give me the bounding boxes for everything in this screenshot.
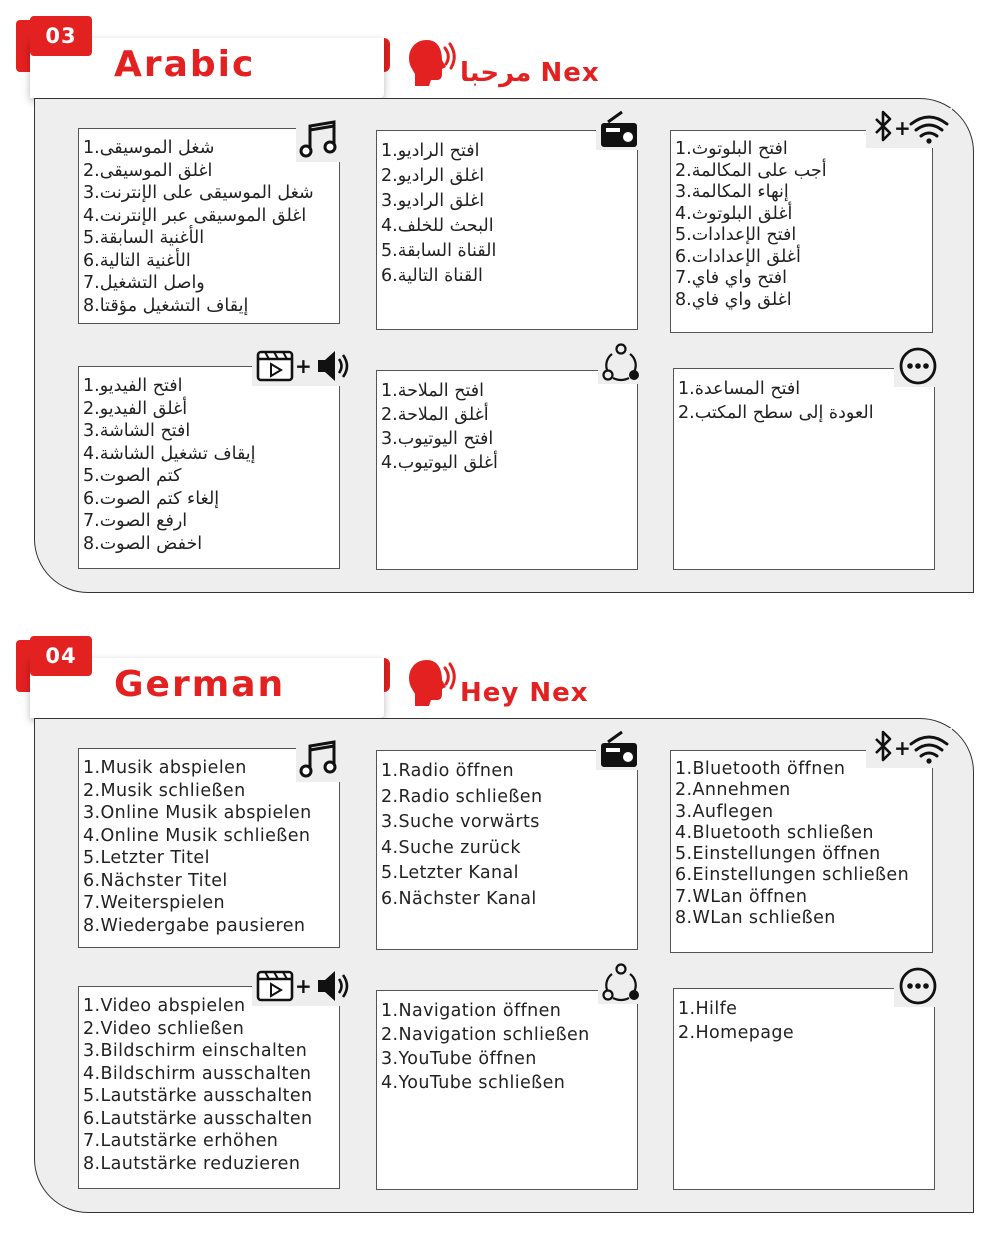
- command-item: 8.Lautstärke reduzieren: [83, 1153, 301, 1174]
- command-item: 3.Online Musik abspielen: [83, 803, 312, 823]
- radio-commands-box: [376, 750, 638, 950]
- command-item: 2.العودة إلى سطح المكتب: [678, 403, 874, 423]
- command-item: 5.الأغنية السابقة: [83, 228, 205, 248]
- command-item: 7.Weiterspielen: [83, 893, 226, 913]
- command-item: 6.القناة التالية: [381, 266, 483, 286]
- video-volume-commands-box: [78, 366, 340, 569]
- command-item: 4.YouTube schließen: [381, 1073, 566, 1093]
- other-commands-box: [673, 988, 935, 1190]
- command-item: 2.أغلق الفيديو: [83, 398, 188, 419]
- command-item: 6.الأغنية التالية: [83, 250, 191, 271]
- command-item: 7.WLan öffnen: [675, 886, 808, 907]
- command-item: 1.افتح البلوتوث: [675, 139, 788, 159]
- command-item: 1.Bluetooth öffnen: [675, 759, 846, 779]
- command-item: 7.افتح واي فاي: [675, 268, 788, 288]
- command-item: 2.Video schließen: [83, 1018, 245, 1039]
- command-item: 6.Lautstärke ausschalten: [83, 1108, 313, 1129]
- command-item: 5.افتح الإعدادات: [675, 225, 797, 245]
- command-item: 5.Lautstärke ausschalten: [83, 1086, 313, 1106]
- other-commands-box: [673, 368, 935, 570]
- wake-word: Hey Nex: [460, 678, 589, 708]
- video-volume-icon: [252, 346, 354, 386]
- command-item: 5.Letzter Kanal: [381, 863, 519, 883]
- command-item: 7.ارفع الصوت: [83, 511, 188, 531]
- wake-word: مرحبا Nex: [460, 58, 600, 88]
- music-icon: [296, 738, 342, 782]
- command-item: 1.افتح المساعدة: [678, 379, 801, 399]
- navigation-commands-box: [376, 370, 638, 570]
- command-item: 4.أغلق اليوتيوب: [381, 453, 498, 473]
- command-item: 6.Nächster Titel: [83, 870, 228, 891]
- command-item: 8.WLan schließen: [675, 908, 836, 929]
- command-item: 4.Suche zurück: [381, 837, 521, 858]
- command-item: 2.Navigation schließen: [381, 1025, 590, 1045]
- navigation-commands-box: [376, 990, 638, 1190]
- command-item: 1.شغل الموسيقى: [83, 138, 215, 158]
- command-item: 8.اخفض الصوت: [83, 533, 203, 554]
- radio-commands-box: [376, 130, 638, 330]
- bluetooth-wifi-icon: [866, 108, 952, 148]
- svg-text:+: +: [894, 116, 911, 140]
- command-item: 3.Auflegen: [675, 801, 774, 822]
- command-item: 2.أغلق الملاحة: [381, 405, 489, 425]
- command-item: 8.Wiedergabe pausieren: [83, 915, 306, 936]
- command-item: 3.اغلق الراديو: [381, 191, 485, 211]
- command-item: 2.اغلق الراديو: [381, 166, 485, 186]
- section-number-badge: 03: [30, 16, 92, 56]
- command-item: 1.Navigation öffnen: [381, 1001, 562, 1021]
- command-item: 2.Radio schließen: [381, 786, 543, 807]
- command-item: 6.إلغاء كتم الصوت: [83, 488, 220, 509]
- command-item: 5.Einstellungen öffnen: [675, 844, 881, 865]
- command-item: 3.إنهاء المكالمة: [675, 182, 789, 202]
- command-item: 8.اغلق واي فاي: [675, 289, 792, 310]
- command-item: 1.Hilfe: [678, 999, 738, 1019]
- command-item: 7.واصل التشغيل: [83, 273, 205, 293]
- command-item: 3.افتح اليوتيوب: [381, 429, 494, 449]
- command-item: 3.افتح الشاشة: [83, 421, 191, 441]
- command-item: 2.أجب على المكالمة: [675, 160, 827, 181]
- command-item: 4.Bluetooth schließen: [675, 822, 874, 843]
- video-volume-icon: [252, 966, 354, 1006]
- language-title: Arabic: [114, 44, 256, 85]
- svg-text:+: +: [295, 354, 312, 378]
- command-item: 3.YouTube öffnen: [381, 1049, 537, 1069]
- command-item: 6.Nächster Kanal: [381, 888, 537, 909]
- speaking-head-icon: [405, 656, 457, 716]
- command-item: 1.Musik abspielen: [83, 758, 247, 778]
- svg-text:+: +: [295, 974, 312, 998]
- video-volume-commands-box: [78, 986, 340, 1189]
- music-icon: [296, 118, 342, 162]
- command-item: 4.Online Musik schließen: [83, 825, 311, 846]
- speaking-head-icon: [405, 36, 457, 96]
- more-icon: [894, 345, 942, 387]
- command-item: 2.Homepage: [678, 1023, 795, 1043]
- command-item: 1.افتح الملاحة: [381, 381, 485, 401]
- command-item: 7.Lautstärke erhöhen: [83, 1131, 279, 1151]
- bluetooth-wifi-icon: [866, 728, 952, 768]
- command-item: 8.إيقاف التشغيل مؤقتا: [83, 295, 249, 316]
- command-item: 3.شغل الموسيقى على الإنترنت: [83, 183, 314, 203]
- section-arabic: [0, 0, 1000, 600]
- command-item: 5.القناة السابقة: [381, 241, 497, 261]
- command-item: 4.البحث للخلف: [381, 216, 494, 236]
- more-icon: [894, 965, 942, 1007]
- command-item: 5.Letzter Titel: [83, 848, 210, 868]
- command-item: 2.Annehmen: [675, 780, 791, 801]
- language-title: German: [114, 664, 286, 705]
- bluetooth-wifi-commands-box: [670, 130, 933, 333]
- command-item: 6.أغلق الإعدادات: [675, 246, 801, 267]
- command-item: 4.اغلق الموسيقى عبر الإنترنت: [83, 205, 307, 226]
- command-item: 5.كتم الصوت: [83, 466, 182, 486]
- svg-text:+: +: [894, 736, 911, 760]
- command-item: 1.Radio öffnen: [381, 761, 515, 781]
- section-german: [0, 620, 1000, 1220]
- command-item: 4.Bildschirm ausschalten: [83, 1063, 312, 1084]
- bluetooth-wifi-commands-box: [670, 750, 933, 953]
- section-number-badge: 04: [30, 636, 92, 676]
- radio-icon: [596, 730, 642, 770]
- command-item: 2.Musik schließen: [83, 780, 246, 801]
- command-item: 3.Suche vorwärts: [381, 812, 540, 832]
- command-item: 1.افتح الراديو: [381, 141, 480, 161]
- navigation-icon: [598, 342, 644, 384]
- command-item: 3.Bildschirm einschalten: [83, 1041, 308, 1061]
- navigation-icon: [598, 962, 644, 1004]
- command-item: 4.أغلق البلوتوث: [675, 203, 793, 224]
- command-item: 6.Einstellungen schließen: [675, 865, 910, 886]
- radio-icon: [596, 110, 642, 150]
- command-item: 4.إيقاف تشغيل الشاشة: [83, 443, 256, 464]
- command-item: 2.اغلق الموسيقى: [83, 160, 213, 181]
- command-item: 1.Video abspielen: [83, 996, 246, 1016]
- command-item: 1.افتح الفيديو: [83, 376, 183, 396]
